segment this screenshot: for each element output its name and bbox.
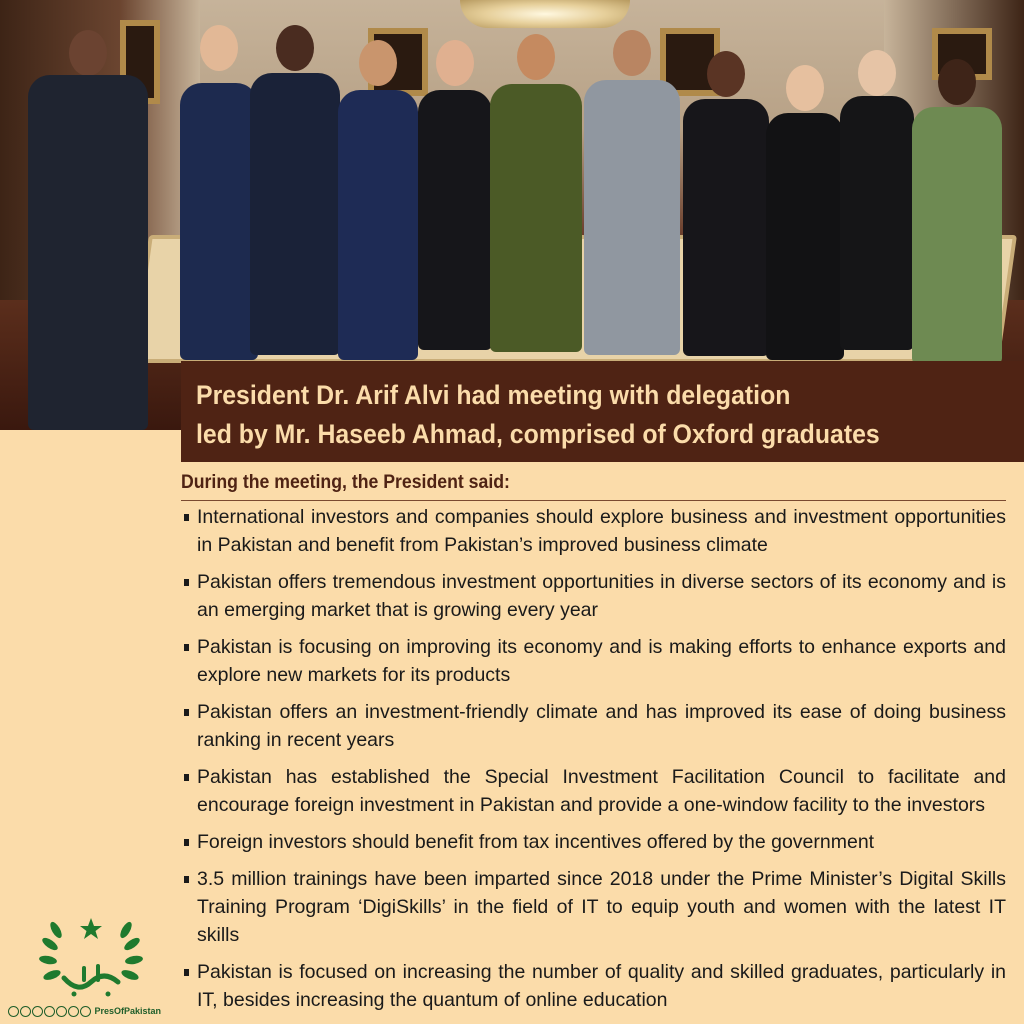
headline-line-1: President Dr. Arif Alvi had meeting with delegation bbox=[196, 380, 791, 410]
list-item-text: Pakistan is focused on increasing the number of quality and skilled graduates, particularly in IT, besides increasing the quantum of online education bbox=[197, 961, 1006, 1011]
list-item bbox=[181, 865, 1006, 949]
list-item bbox=[181, 698, 1006, 754]
intro-text: During the meeting, the President said: bbox=[181, 472, 510, 493]
bullet-icon bbox=[184, 774, 189, 781]
bullet-icon bbox=[184, 514, 189, 521]
list-item-text: Pakistan has established the Special Investment Facilitation Council to facilitate and encourage foreign investment in Pakistan and provide a one-window facility to the investors bbox=[197, 766, 1006, 816]
person-5 bbox=[418, 40, 492, 350]
person-8 bbox=[683, 51, 769, 356]
list-item-text: International investors and companies should explore business and investment opportunities in Pakistan and benefit from Pakistan’s improved business climate bbox=[197, 506, 1006, 556]
divider bbox=[181, 500, 1006, 501]
headline bbox=[196, 376, 950, 454]
statement-list bbox=[181, 503, 1006, 1014]
person-11 bbox=[912, 59, 1002, 364]
list-item bbox=[181, 633, 1006, 689]
facebook-icon bbox=[20, 1006, 31, 1017]
bullet-icon bbox=[184, 839, 189, 846]
person-1 bbox=[28, 20, 148, 430]
person-2 bbox=[180, 25, 258, 360]
list-item-text: Pakistan is focusing on improving its economy and is making efforts to enhance exports and explore new markets for its products bbox=[197, 636, 1006, 686]
person-4 bbox=[338, 40, 418, 360]
youtube-icon bbox=[68, 1006, 79, 1017]
list-item-text: Pakistan offers tremendous investment opportunities in diverse sectors of its economy and is an emerging market that is growing every year bbox=[197, 571, 1006, 621]
bullet-icon bbox=[184, 644, 189, 651]
list-item bbox=[181, 828, 1006, 856]
bullet-icon bbox=[184, 969, 189, 976]
instagram-icon bbox=[32, 1006, 43, 1017]
list-item bbox=[181, 763, 1006, 819]
social-handle: PresOfPakistan bbox=[94, 1006, 162, 1016]
list-item bbox=[181, 958, 1006, 1014]
chandelier bbox=[460, 0, 630, 28]
list-item-text: 3.5 million trainings have been imparted since 2018 under the Prime Minister’s Digital Skills Training Program ‘DigiSkills’ in the field of IT to equip youth and women with the latest IT skills bbox=[197, 868, 1006, 946]
list-item-text: Foreign investors should benefit from tax incentives offered by the government bbox=[197, 831, 875, 853]
social-handles bbox=[8, 1006, 161, 1017]
list-item-text: Pakistan offers an investment-friendly climate and has improved its ease of doing business ranking in recent years bbox=[197, 701, 1006, 751]
person-9 bbox=[766, 65, 844, 360]
list-item bbox=[181, 568, 1006, 624]
linkedin-icon bbox=[56, 1006, 67, 1017]
person-10 bbox=[840, 50, 914, 350]
headline-line-2: led by Mr. Haseeb Ahmad, comprised of Oxford graduates bbox=[196, 419, 880, 449]
tiktok-icon bbox=[80, 1006, 91, 1017]
list-item bbox=[181, 503, 1006, 559]
pakistan-emblem-icon bbox=[38, 908, 144, 1008]
bullet-icon bbox=[184, 876, 189, 883]
person-3 bbox=[250, 25, 340, 355]
person-7 bbox=[584, 30, 680, 355]
bullet-icon bbox=[184, 579, 189, 586]
bullet-icon bbox=[184, 709, 189, 716]
threads-icon bbox=[44, 1006, 55, 1017]
person-6 bbox=[490, 34, 582, 352]
twitter-icon bbox=[8, 1006, 19, 1017]
